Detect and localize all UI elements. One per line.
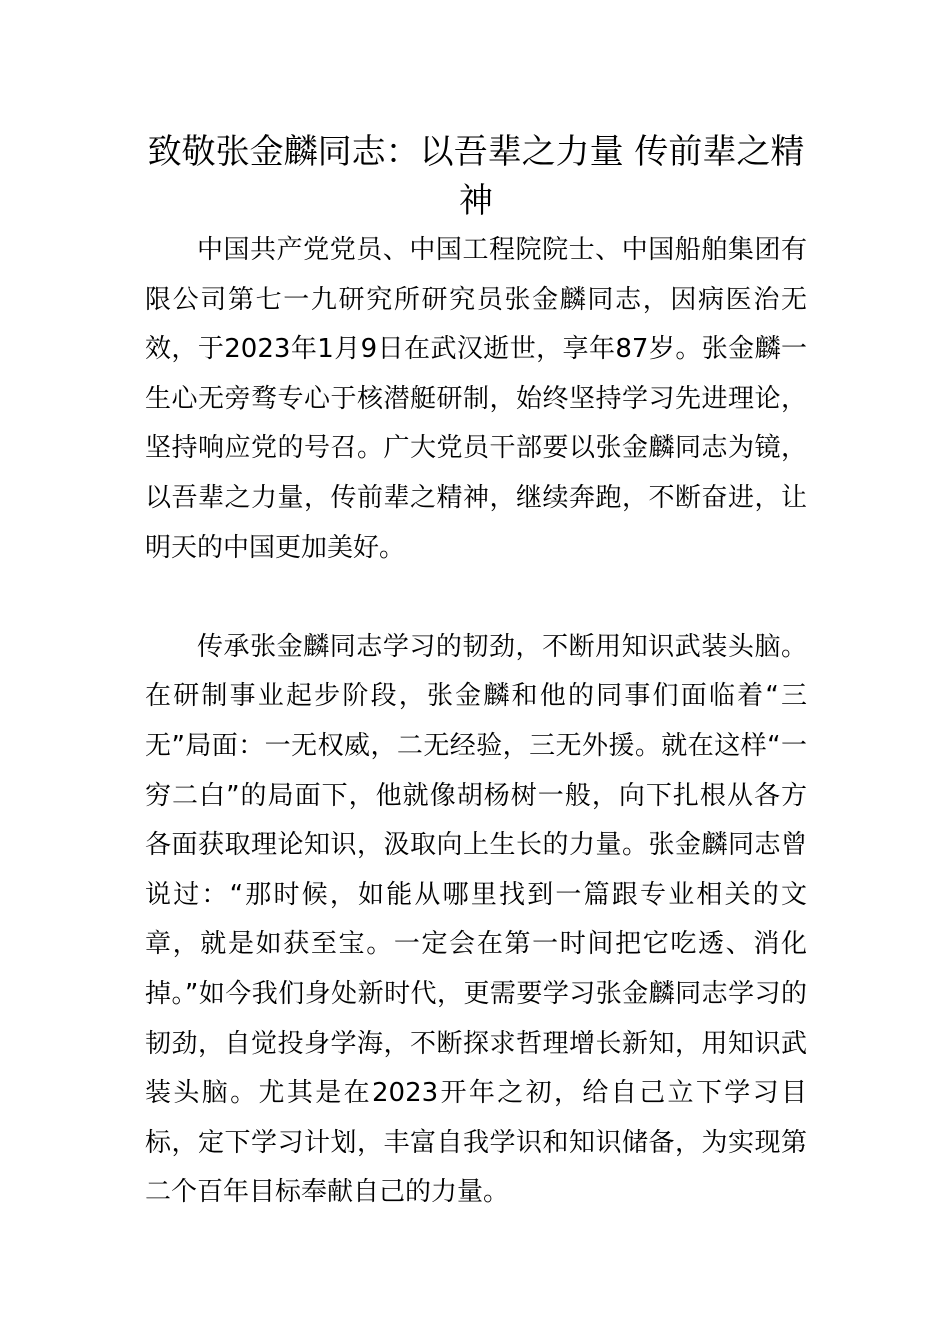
document-body <box>145 128 807 1218</box>
document-title: 致敬张金麟同志：以吾辈之力量 传前辈之精神 <box>147 132 805 221</box>
paragraph-spacer <box>145 573 807 623</box>
paragraph-intro: 中国共产党党员、中国工程院院士、中国船舶集团有限公司第七一九研究所研究员张金麟同志，因病医治无效，于2023年1月9日在武汉逝世，享年87岁。张金麟一生心无旁骛专心于核潜艇研制，始终坚持学习先进理论，坚持响应党的号召。广大党员干部要以张金麟同志为镜，以吾辈之力量，传前辈之精神，继续奔跑，不断奋进，让明天的中国更加美好。 <box>145 235 807 563</box>
paragraph-learning-spirit: 传承张金麟同志学习的韧劲，不断用知识武装头脑。在研制事业起步阶段，张金麟和他的同事们面临着“三无”局面：一无权威，二无经验，三无外援。就在这样“一穷二白”的局面下，他就像胡杨树一般，向下扎根从各方各面获取理论知识，汲取向上生长的力量。张金麟同志曾说过：“那时候，如能从哪里找到一篇跟专业相关的文章，就是如获至宝。一定会在第一时间把它吃透、消化掉。”如今我们身处新时代，更需要学习张金麟同志学习的韧劲，自觉投身学海，不断探求哲理增长新知，用知识武装头脑。尤其是在2023开年之初，给自己立下学习目标，定下学习计划，丰富自我学识和知识储备，为实现第二个百年目标奉献自己的力量。 <box>145 631 807 1208</box>
